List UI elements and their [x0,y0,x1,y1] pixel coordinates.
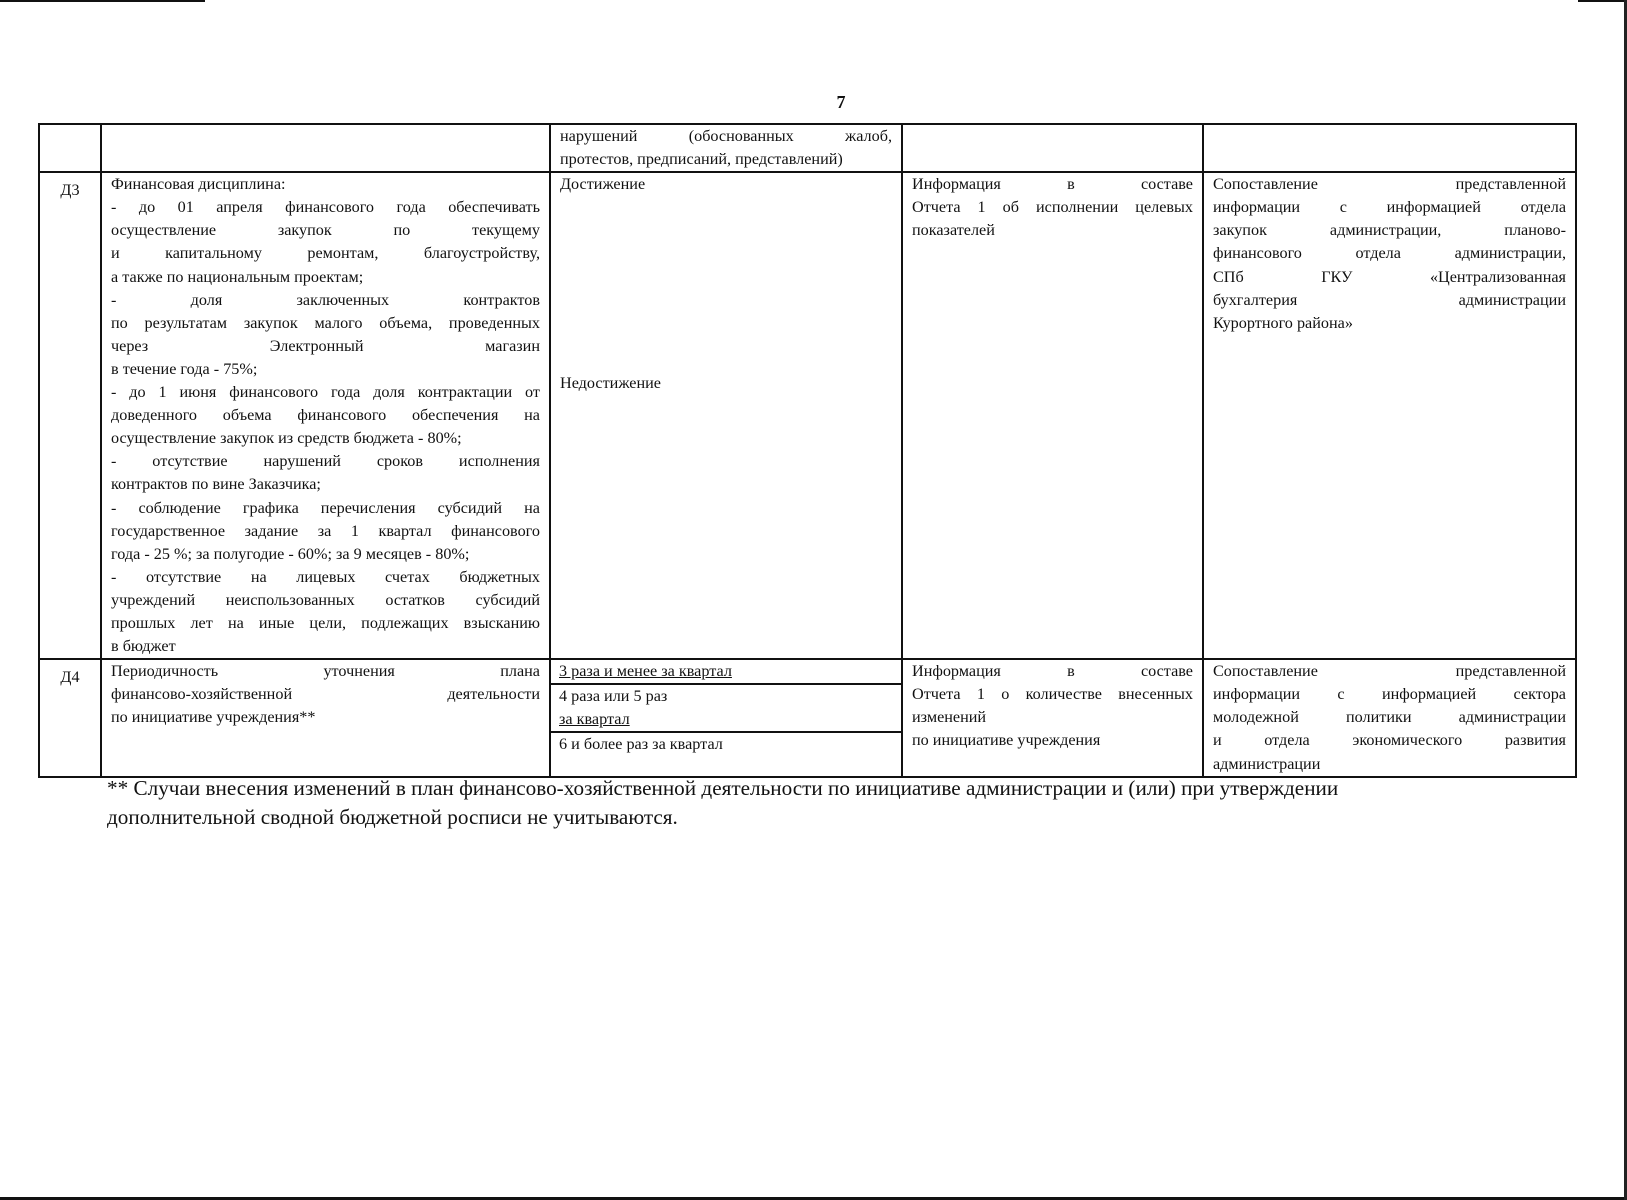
text-line: - соблюдение графика перечисления субсидий на [111,498,540,517]
table-row [39,124,1576,172]
text-line: 4 раза или 5 раз [559,687,668,706]
text-line: - доля заключенных контрактов [111,290,540,309]
evaluation-criteria [550,172,902,659]
footnote-line: ** Случаи внесения изменений в план финансово-хозяйственной деятельности по инициативе администрации и (или) при утверждении [107,776,1339,800]
information-source [902,659,1203,776]
text-line: финансово-хозяйственной деятельности [111,685,540,704]
text-line: контрактов по вине Заказчика; [111,475,321,494]
text-line: - до 1 июня финансового года доля контрактации от [111,383,540,402]
text-line: - до 01 апреля финансового года обеспечивать [111,198,540,217]
indicator-description [101,659,550,776]
text-line: по инициативе учреждения** [111,708,316,727]
indicator-code [39,124,101,172]
text-line: учреждений неиспользованных остатков субсидий [111,590,540,609]
text-line: в бюджет [111,637,176,656]
table-row [39,659,1576,776]
text-line: протестов, предписаний, представлений) [560,150,843,169]
text-line: за квартал [559,710,630,729]
text-line: через Электронный магазин [111,336,540,355]
text-line: доведенного объема финансового обеспечения на [111,406,540,425]
text-line: показателей [912,221,995,240]
criteria-option [551,685,901,733]
text-line: в течение года - 75%; [111,359,258,378]
text-line: информации с информацией сектора [1213,685,1566,704]
text-line: бухгалтерия администрации [1213,290,1566,309]
criteria-not-achieved: Недостижение [560,374,661,393]
text-line: Финансовая дисциплина: [111,175,286,194]
text-line: осуществление закупок по текущему [111,221,540,240]
text-line: изменений [912,708,987,727]
indicator-code: Д3 [39,172,101,659]
verification-method [1203,659,1576,776]
text-line: Отчета 1 о количестве внесенных [912,685,1193,704]
scan-edge-top-left [0,0,205,2]
text-line: осуществление закупок из средств бюджета - 80%; [111,429,462,448]
text-line: закупок администрации, планово- [1213,221,1566,240]
text-line: администрации [1213,754,1321,773]
text-line: молодежной политики администрации [1213,708,1566,727]
verification-method [1203,124,1576,172]
text-line: по результатам закупок малого объема, проведенных [111,313,540,332]
text-line: - отсутствие на лицевых счетах бюджетных [111,567,540,586]
indicator-code: Д4 [39,659,101,776]
indicator-description [101,124,550,172]
text-line: прошлых лет на иные цели, подлежащих взысканию [111,613,540,632]
text-line: СПб ГКУ «Централизованная [1213,267,1566,286]
text-line: информации с информацией отдела [1213,198,1566,217]
indicators-table [38,123,1577,778]
text-line: года - 25 %; за полугодие - 60%; за 9 месяцев - 80%; [111,544,470,563]
information-source [902,124,1203,172]
text-line: по инициативе учреждения [912,731,1101,750]
text-line: нарушений (обоснованных жалоб, [560,127,892,145]
criteria-option [551,660,901,685]
footnote [107,774,1577,831]
text-line: и капитальному ремонтам, благоустройству, [111,244,540,263]
text-line: Отчета 1 об исполнении целевых [912,198,1193,217]
text-line: Сопоставление представленной [1213,662,1566,681]
text-line: 3 раза и менее за квартал [559,662,732,681]
page-number: 7 [836,92,846,112]
footnote-line: дополнительной сводной бюджетной росписи не учитываются. [107,804,678,829]
evaluation-criteria [550,124,902,172]
criteria-option [551,733,901,756]
text-line: государственное задание за 1 квартал финансового [111,521,540,540]
text-line: Периодичность уточнения плана [111,662,540,681]
text-line: - отсутствие нарушений сроков исполнения [111,452,540,471]
scan-edge-top-right [1578,0,1627,2]
criteria-achieved: Достижение [560,175,646,194]
text-line: Информация в составе [912,175,1193,194]
text-line: а также по национальным проектам; [111,267,364,286]
text-line: Информация в составе [912,662,1193,681]
text-line: финансового отдела администрации, [1213,244,1566,263]
text-line: 6 и более раз за квартал [559,735,723,754]
text-line: Курортного района» [1213,313,1353,332]
indicator-description [101,172,550,659]
verification-method [1203,172,1576,659]
text-line: и отдела экономического развития [1213,731,1566,750]
table-row [39,172,1576,659]
information-source [902,172,1203,659]
text-line: Сопоставление представленной [1213,175,1566,194]
evaluation-criteria [550,659,902,776]
